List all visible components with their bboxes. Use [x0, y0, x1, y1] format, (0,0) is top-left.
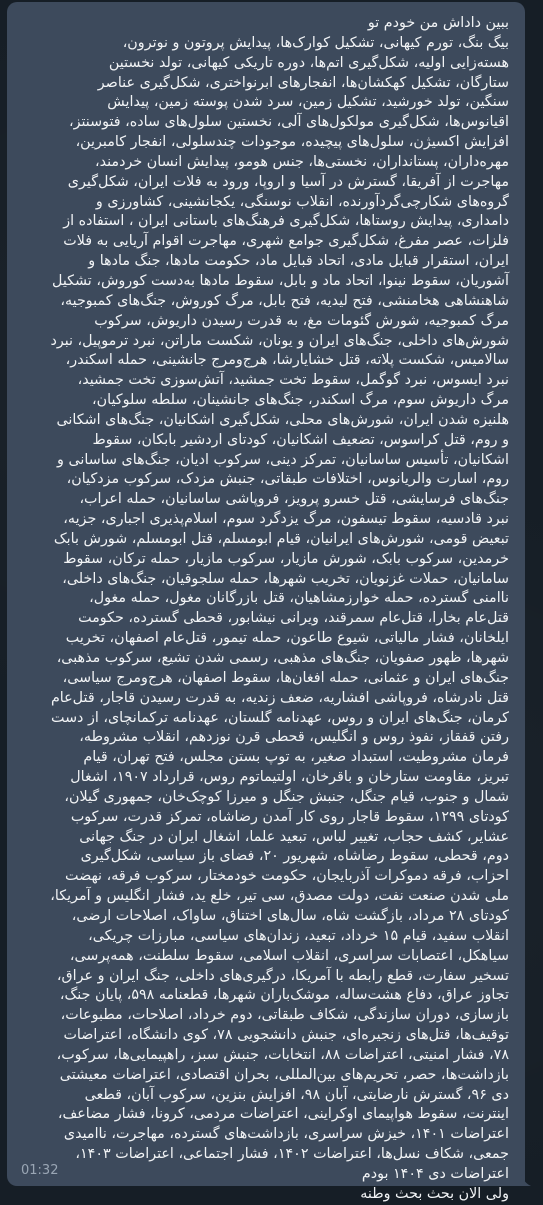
message-line: مهاجرت از آفریقا، گسترش در آسیا و اروپا، ورود به فلات ایران، شکل‌گیری — [67, 173, 509, 190]
message-line: اقیانوس‌ها، شکل‌گیری مولکول‌های آلی، نخستین سلول‌های ساده، فتوسنتز، — [68, 114, 509, 131]
message-line: گروه‌های شکارچی‌گردآورنده، انقلاب نوسنگی، یکجانشینی، کشاورزی و — [95, 193, 509, 210]
message-line: سنگین، تولد خورشید، تشکیل زمین، سرد شدن پوسته زمین، پیدایش — [107, 94, 509, 111]
message-line: سیاهکل، اعتصابات سراسری، انقلاب اسلامی، سقوط سلطنت، همه‌پرسی، — [69, 947, 509, 964]
message-line: کرمان، جنگ‌های ایران و روس، عهدنامه گلستان، عهدنامه ترکمانچای، از دست — [51, 709, 509, 726]
message-line: اینترنت، سقوط هواپیمای اوکراینی، اعتراضات مردمی، کرونا، فشار مضاعف، — [57, 1106, 509, 1123]
message-line: آشوریان، سقوط نینوا، اتحاد ماد و بابل، سقوط مادها به‌دست کوروش، تشکیل — [52, 272, 509, 289]
message-line: ناامنی گسترده، حمله خوارزمشاهیان، قتل بازرگانان مغول، حمله مغول، — [89, 590, 509, 607]
message-line: هلنیزه شدن ایران، شورش‌های محلی، شکل‌گیری اشکانیان، جنگ‌های اشکانی — [56, 411, 509, 428]
message-line: دامداری، پیدایش روستاها، شکل‌گیری فرهنگ‌های باستانی ایران ، استفاده از — [63, 213, 509, 230]
message-line: نبرد قادسیه، سقوط تیسفون، مرگ یزدگرد سوم، اسلام‌پذیری اجباری، جزیه، — [63, 511, 509, 528]
message-line: مهره‌داران، پستانداران، نخستی‌ها، جنس هومو، پیدایش انسان خردمند، — [94, 153, 509, 170]
message-line: مرگ کمبوجیه، شورش گئومات مغ، به قدرت رسیدن داریوش، سرکوب — [94, 312, 509, 329]
message-line: اعتراضات دی ۱۴۰۴ بودم — [361, 1165, 509, 1182]
message-line: جمعی، شکاف نسل‌ها، اعتراضات ۱۴۰۲، فشار اجتماعی، اعتراضات ۱۴۰۳، — [75, 1146, 509, 1163]
message-line: رفتن قفقاز، نفوذ روس و انگلیس، قحطی قرن نوزدهم، انقلاب مشروطه، — [79, 729, 509, 746]
message-line: تسخیر سفارت، قطع رابطه با آمریکا، درگیری‌های داخلی، جنگ ایران و عراق، — [56, 967, 509, 984]
message-line: اشکانیان، تأسیس ساسانیان، تمرکز دینی، سرکوب ادیان، جنگ‌های ساسانی و — [57, 451, 509, 468]
message-line: خرمدین، سرکوب بابک، شورش مازیار، سرکوب مازیار، حمله ترکان، سقوط — [63, 550, 509, 567]
message-line: ایلخانان، فشار مالیاتی، شیوع طاعون، حمله تیمور، قتل‌عام اصفهان، تخریب — [65, 630, 509, 647]
message-line: ۷۸، فشار امنیتی، اعتراضات ۸۸، انتخابات، جنبش سبز، راهپیمایی‌ها، سرکوب، — [56, 1046, 509, 1063]
message-line: تجاوز عراق، دفاع هشت‌ساله، موشک‌باران شهرها، قطعنامه ۵۹۸، پایان جنگ، — [59, 987, 509, 1004]
message-bubble[interactable] — [7, 2, 525, 1202]
message-line: دوم، قحطی، سقوط رضاشاه، شهریور ۲۰، فضای باز سیاسی، شکل‌گیری — [80, 848, 509, 865]
message-line: ببین داداش من خودم تو — [367, 15, 509, 31]
message-line: فلزات، عصر مفرغ، شکل‌گیری جوامع شهری، مهاجرت اقوام آریایی به فلات — [63, 233, 509, 250]
message-line: ملی شدن صنعت نفت، دولت مصدق، سی تیر، خلع ید، فشار انگلیس و آمریکا، — [50, 888, 509, 905]
bubble-tail-icon — [521, 1174, 531, 1186]
message-line: شهرها، ظهور صفویان، جنگ‌های مذهبی، رسمی شدن تشیع، سرکوب مذهبی، — [56, 650, 509, 666]
message-line: توقیف‌ها، قتل‌های زنجیره‌ای، جنبش دانشجویی ۷۸، کوی دانشگاه، اعتراضات — [63, 1027, 509, 1044]
message-line: سالامیس، شکست پلاته، قتل خشایارشا، هرج‌ومرج جانشینی، حمله اسکندر، — [65, 352, 509, 369]
message-line: افزایش اکسیژن، سلول‌های پیچیده، موجودات چندسلولی، انفجار کامبرین، — [75, 134, 509, 151]
message-line: ولی الان بحث بحث وطنه — [360, 1185, 509, 1202]
message-text — [21, 14, 509, 1205]
message-line: اعتراضات ۱۴۰۱، خیزش سراسری، بازداشت‌های گسترده، مهاجرت، ناامیدی — [63, 1126, 509, 1143]
message-line: مرگ داریوش سوم، مرگ اسکندر، جنگ‌های جانشینان، سلطه سلوکیان، — [92, 392, 509, 409]
message-line: کودتای ۲۸ مرداد، بازگشت شاه، سال‌های اختناق، ساواک، اصلاحات ارضی، — [71, 907, 509, 924]
message-time: 01:32 — [21, 1163, 59, 1178]
message-line: دی ۹۶، گسترش نارضایتی، آبان ۹۸، افزایش بنزین، سرکوب آبان، قطعی — [84, 1086, 509, 1103]
message-line: تبعیض قومی، شورش‌های ایرانیان، قیام ابومسلم، قتل ابومسلم، شورش بابک — [53, 530, 509, 547]
message-line: شمال و جنوب، قیام جنگل، جنبش جنگل و میرزا کوچک‌خان، جمهوری گیلان، — [64, 788, 509, 805]
message-line: کودتای ۱۲۹۹، سقوط قاجار روی کار آمدن رضاشاه، تمرکز قدرت، سرکوب — [70, 808, 509, 825]
message-line: احزاب، فرقه دموکرات آذربایجان، حکومت خودمختار، سرکوب فرقه، نهضت — [65, 868, 509, 885]
message-line: بازداشت‌ها، حصر، تحریم‌های بین‌المللی، بحران اقتصادی، اعتراضات معیشتی — [59, 1066, 509, 1083]
message-line: قتل نادرشاه، فروپاشی افشاریه، ضعف زندیه، به قدرت رسیدن قاجار، قتل‌عام — [50, 689, 509, 706]
message-line: عشایر، کشف حجاب، تغییر لباس، تبعید علما، اشغال ایران در جنگ جهانی — [79, 828, 509, 845]
message-line: بازسازی، دوران سازندگی، شکاف طبقاتی، دوم خرداد، اصلاحات، مطبوعات، — [60, 1007, 509, 1024]
message-line: انقلاب سفید، قیام ۱۵ خرداد، تبعید، زندان‌های سیاسی، مبارزات چریکی، — [88, 927, 509, 944]
message-line: جنگ‌های ایران و عثمانی، حمله افغان‌ها، سقوط اصفهان، هرج‌ومرج سیاسی، — [62, 669, 509, 686]
message-line: ستارگان، تشکیل کهکشان‌ها، انفجارهای ابرنواختری، شکل‌گیری عناصر — [97, 74, 509, 91]
message-line: فرمان مشروطیت، استبداد صغیر، به توپ بستن مجلس، فتح تهران، قیام — [83, 749, 509, 766]
message-line: ایران، استقرار قبایل مادی، اتحاد قبایل ماد، حکومت مادها، جنگ مادها و — [88, 253, 509, 270]
message-line: جنگ‌های فرسایشی، قتل خسرو پرویز، فروپاشی ساسانیان، حمله اعراب، — [79, 491, 509, 508]
message-line: بیگ بنگ، تورم کیهانی، تشکیل کوارک‌ها، پیدایش پروتون و نوترون، — [122, 34, 509, 51]
message-line: نبرد ایسوس، نبرد گوگمل، سقوط تخت جمشید، آتش‌سوزی تخت جمشید، — [77, 372, 509, 389]
message-line: و روم، قتل کراسوس، تضعیف اشکانیان، کودتای اردشیر بابکان، سقوط — [92, 431, 509, 448]
message-line: قتل‌عام بخارا، قتل‌عام سمرقند، ویرانی نیشابور، قحطی گسترده، حکومت — [78, 610, 509, 627]
message-line: تبریز، مقاومت ستارخان و باقرخان، اولتیماتوم روس، قرارداد ۱۹۰۷، اشغال — [70, 769, 509, 786]
message-line: شاهنشاهی هخامنشی، فتح لیدیه، فتح بابل، مرگ کوروش، جنگ‌های کمبوجیه، — [60, 292, 509, 309]
message-line: سامانیان، حملات غزنویان، تخریب شهرها، حمله سلجوقیان، جنگ‌های داخلی، — [62, 570, 509, 587]
message-line: هسته‌زایی اولیه، شکل‌گیری اتم‌ها، دوره تاریکی کیهانی، تولد نخستین — [108, 54, 509, 71]
message-line: شورش‌های داخلی، جنگ‌های ایران و یونان، شکست ماراتن، نبرد ترموپیل، نبرد — [50, 332, 509, 349]
message-line: روم، اسارت والریانوس، اختلافات طبقاتی، جنبش مزدک، سرکوب مزدکیان، — [66, 471, 509, 488]
